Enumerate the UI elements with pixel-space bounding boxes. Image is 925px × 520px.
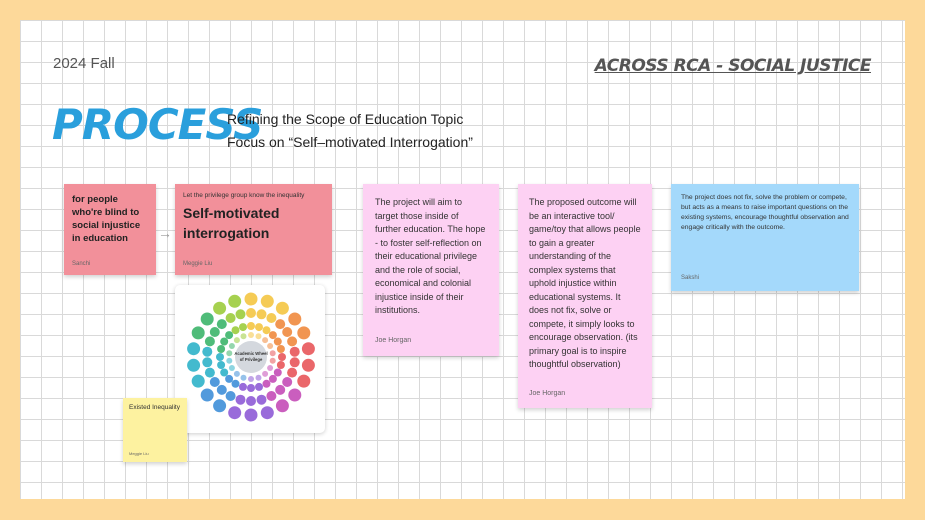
wheel-graphic [175,285,325,433]
wheel-dot [274,338,282,346]
wheel-dot [245,293,258,306]
wheel-dot [232,380,240,388]
wheel-dot [202,347,212,357]
wheel-dot [262,337,268,343]
sticky-note-heading: Self-motivated interrogation [183,205,280,241]
wheel-dot [216,353,224,361]
wheel-dot [247,384,255,392]
arrow-right-icon: → [158,225,172,241]
wheel-dot [205,368,215,378]
wheel-dot [217,385,227,395]
wheel-dot [241,333,247,339]
wheel-dot [290,347,300,357]
wheel-dot [213,302,226,315]
wheel-dot [226,358,232,364]
sticky-note-author: Joe Horgan [375,337,412,344]
wheel-dot [234,337,240,343]
wheel-dot [246,308,256,318]
wheel-center-label-1: Academic Wheel [234,351,268,356]
wheel-dot [274,369,282,377]
wheel-dot [266,313,276,323]
sticky-note-author: Meggie Liu [129,451,149,456]
wheel-dot [245,409,258,422]
sticky-note-project-aim[interactable] [363,184,499,356]
sticky-note-author: Joe Horgan [529,390,566,397]
wheel-dot [228,295,241,308]
sticky-note-proposed-outcome[interactable] [518,184,652,408]
sticky-note-self-motivated[interactable] [175,184,332,275]
wheel-dot [267,365,273,371]
wheel-dot [287,368,297,378]
wheel-dot [278,353,286,361]
wheel-dot [270,358,276,364]
sticky-note-caption: Let the privilege group know the inequality [183,192,305,199]
wheel-center-label-2: of Privilege [239,357,263,362]
subtitle-line-2: Focus on “Self–motivated Interrogation” [227,134,473,150]
wheel-dot [290,357,300,367]
wheel-dot [275,385,285,395]
wheel-dot [248,376,254,382]
wheel-dot [263,326,271,334]
privilege-wheel-image[interactable] [175,285,325,433]
wheel-dot [282,377,292,387]
semester-label: 2024 Fall [53,55,115,72]
wheel-dot [269,331,277,339]
wheel-dot [270,350,276,356]
wheel-dot [229,365,235,371]
wheel-dot [248,332,254,338]
wheel-dot [261,295,274,308]
wheel-dot [302,342,315,355]
wheel-dot [297,375,310,388]
sticky-note-project-scope[interactable] [671,184,859,291]
wheel-dot [276,399,289,412]
wheel-dot [225,375,233,383]
wheel-dot [277,345,285,353]
wheel-dot [220,338,228,346]
wheel-dot [261,406,274,419]
sticky-note-author: Sanchi [72,261,91,267]
wheel-dot [236,309,246,319]
wheel-dot [217,319,227,329]
wheel-dot [202,357,212,367]
wheel-dot [236,395,246,405]
wheel-dot [210,377,220,387]
wheel-dot [228,406,241,419]
wheel-dot [226,313,236,323]
wheel-dot [239,323,247,331]
wheel-dot [187,359,200,372]
wheel-dot [232,326,240,334]
wheel-dot [246,396,256,406]
sticky-note-text: The project will aim to target those inside of further education. The hope - to foster self-reflection on their educational privilege and the role of social, economical and colonial injustice inside of their institutions. [375,197,486,315]
wheel-dot [255,323,263,331]
wheel-dot [187,342,200,355]
wheel-dot [267,343,273,349]
wheel-dot [277,361,285,369]
wheel-dot [210,327,220,337]
wheel-dot [239,383,247,391]
wheel-dot [302,359,315,372]
wheel-dot [247,322,255,330]
wheel-dot [217,345,225,353]
wheel-dot [201,389,214,402]
wheel-dot [266,391,276,401]
wheel-dot [205,336,215,346]
sticky-note-author: Meggie Liu [183,261,213,267]
wheel-dot [234,371,240,377]
wheel-dot [297,326,310,339]
sticky-note-existed-inequality[interactable] [123,398,187,462]
wheel-dot [229,343,235,349]
wheel-dot [275,319,285,329]
wheel-dot [282,327,292,337]
sticky-note-text: The proposed outcome will be an interactive tool/ game/toy that allows people to gain a greater understanding of the complex systems that uphold injustice within educational systems. It does not fix, solve or compete, it simply looks to encourage observation. (its primary goal is to inspire thoughtful observation) [529,197,641,369]
wheel-dot [213,399,226,412]
wheel-dot [201,313,214,326]
wheel-dot [257,395,267,405]
wheel-dot [256,375,262,381]
wheel-dot [226,350,232,356]
wheel-dot [257,309,267,319]
wheel-dot [192,326,205,339]
wheel-dot [276,302,289,315]
section-title: PROCESS [52,100,263,149]
wheel-dot [241,375,247,381]
sticky-note-text: for people who're blind to social injustice in education [72,194,141,244]
wheel-dot [262,371,268,377]
whiteboard-canvas[interactable] [20,20,905,499]
course-title: ACROSS RCA - SOCIAL JUSTICE [594,56,871,76]
wheel-dot [287,336,297,346]
wheel-dot [220,369,228,377]
wheel-dot [256,333,262,339]
wheel-dot [288,313,301,326]
sticky-note-text: The project does not fix, solve the problem or compete, but acts as a means to raise important questions on the existing systems, encourage thoughtful observation and engage critically with the outcome. [681,194,849,231]
sticky-note-target-audience[interactable] [64,184,156,275]
wheel-dot [225,331,233,339]
wheel-dot [288,389,301,402]
wheel-dot [192,375,205,388]
sticky-note-author: Sakshi [681,275,700,281]
sticky-note-text: Existed Inequality [129,404,180,411]
wheel-dot [263,380,271,388]
wheel-dot [269,375,277,383]
wheel-dot [217,361,225,369]
subtitle-line-1: Refining the Scope of Education Topic [227,111,464,127]
wheel-dot [255,383,263,391]
wheel-dot [226,391,236,401]
